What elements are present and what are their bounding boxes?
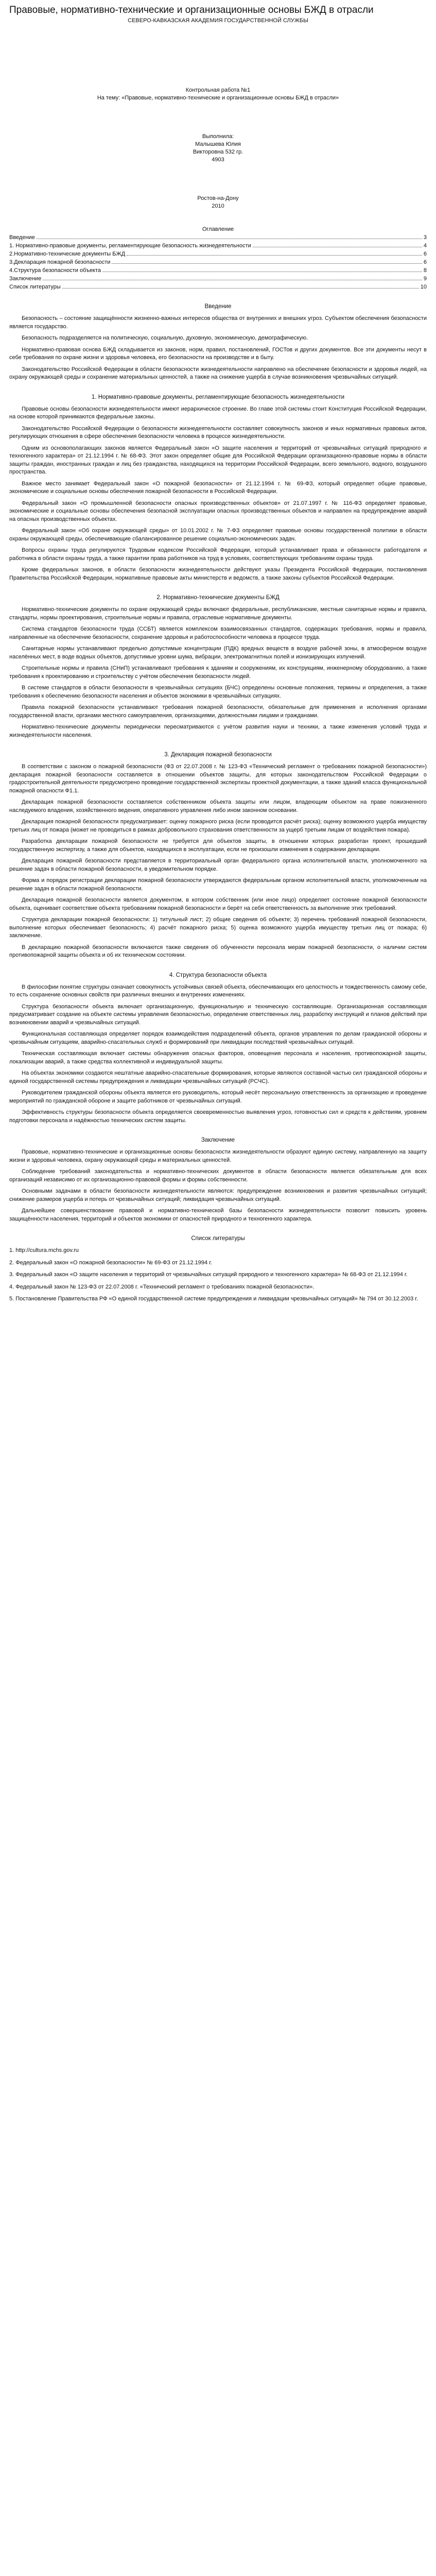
toc-item xyxy=(9,283,427,291)
toc-item-page: 6 xyxy=(423,259,427,265)
section-paragraph: Законодательство Российской Федерации в области безопасности жизнедеятельности направлено на обеспечение безопасности и здоровья людей, на охрану окружающей среды и сохранение материальных ценностей, а также на снижение ущерба в случае возникновения чрезвычайных ситуаций. xyxy=(9,366,427,380)
student-group: Викторовна 532 гр. xyxy=(193,149,243,155)
section-heading: 3. Декларация пожарной безопасности xyxy=(164,752,272,758)
section-paragraph: Эффективность структуры безопасности объекта определяется своевременностью выявления угроз, готовностью сил и средств к действиям, уровнем подготовки персонала и надёжностью технических систем защиты. xyxy=(9,1109,427,1124)
section-paragraph: Нормативно-технические документы периодически пересматриваются с учётом развития науки и техники, а также изменения условий труда и жизнедеятельности населения. xyxy=(9,724,427,738)
section-paragraph: Федеральный закон «О промышленной безопасности опасных производственных объектов» от 21.07.1997 г. № 116-ФЗ определяет правовые, экономические и социальные основы обеспечения безопасной эксплуатации опасных производственных объектов и направлен на предупреждение аварий на опасных производственных объектах. xyxy=(9,500,427,522)
section-paragraph: Правовые основы безопасности жизнедеятельности имеют иерархическое строение. Во главе этой системы стоит Конституция Российской Федерации, на основе которой принимаются федеральные законы. xyxy=(9,405,427,420)
institution-name: СЕВЕРО-КАВКАЗСКАЯ АКАДЕМИЯ ГОСУДАРСТВЕННОЙ СЛУЖБЫ xyxy=(128,18,308,24)
toc-item xyxy=(9,250,427,258)
toc-item-title: Заключение xyxy=(9,276,42,282)
section-paragraph: Важное место занимает Федеральный закон «О пожарной безопасности» от 21.12.1994 г. № 69-ФЗ, который определяет общие правовые, экономические и социальные основы обеспечения пожарной безопасности в Российской Федерации. xyxy=(9,480,427,495)
reference-item: 2. Федеральный закон «О пожарной безопасности» № 69-ФЗ от 21.12.1994 г. xyxy=(9,1259,212,1266)
section-paragraph: Нормативно-технические документы по охране окружающей среды включают федеральные, республиканские, местные санитарные нормы и правила, стандарты, нормы проектирования, строительные нормы и правила, отраслевые нормативные документы. xyxy=(9,606,427,621)
references-heading: Список литературы xyxy=(191,1235,245,1242)
section-paragraph: Декларация пожарной безопасности предусматривает: оценку пожарного риска (если проводится расчёт риска); оценку возможного ущерба имуществу третьих лиц от пожара (может не проводиться в рамках добровольного страхования ответственности за ущерб третьим лицам от воздействия пожара). xyxy=(9,819,427,833)
section-paragraph: В системе стандартов в области безопасности в чрезвычайных ситуациях (БЧС) определены основные положения, термины и определения, а также требования к обеспечению безопасности населения и объектов экономики в чрезвычайных ситуациях. xyxy=(9,685,427,699)
section-paragraph: Декларация пожарной безопасности является документом, в котором собственник (или иное лицо) определяет состояние пожарной безопасности объекта, оценивает соответствие объекта требованиям пожарной безопасности и берёт на себя ответственность за выполнение этих требований. xyxy=(9,897,427,911)
cover-city-block xyxy=(9,195,427,210)
student-code: 4903 xyxy=(212,157,224,163)
student-name: Малышева Юлия xyxy=(195,141,241,147)
document-section xyxy=(9,594,427,739)
section-paragraph: Функциональная составляющая определяет порядок взаимодействия подразделений объекта, органов управления по делам гражданской обороны и чрезвычайным ситуациям, аварийно-спасательных служб и формирований при ликвидации последствий чрезвычайных ситуаций. xyxy=(9,1031,427,1045)
toc-item xyxy=(9,233,427,242)
section-heading: Введение xyxy=(204,303,232,310)
section-heading: 1. Нормативно-правовые документы, регламентирующие безопасность жизнедеятельности xyxy=(91,394,345,400)
section-paragraph: Правовые, нормативно-технические и организационные основы безопасности жизнедеятельности образуют единую систему, направленную на защиту жизни и здоровья человека, охрану окружающей среды и материальных ценностей. xyxy=(9,1149,427,1163)
toc-item-title: 3.Декларация пожарной безопасности xyxy=(9,259,111,265)
toc-leader-dots xyxy=(112,263,422,264)
reference-item: 1. http://cultura.mchs.gov.ru xyxy=(9,1247,79,1253)
section-paragraph: Форма и порядок регистрации декларации пожарной безопасности утверждаются федеральным органом исполнительной власти, уполномоченным на решение задач в области пожарной безопасности. xyxy=(9,877,427,892)
reference-item: 3. Федеральный закон «О защите населения и территорий от чрезвычайных ситуаций природного и техногенного характера» № 68-ФЗ от 21.12.1994 г. xyxy=(9,1272,408,1278)
section-paragraph: Техническая составляющая включает системы обнаружения опасных факторов, оповещения персонала и населения, противопожарной защиты, локализации аварий, а также средства коллективной и индивидуальной защиты. xyxy=(9,1050,427,1065)
section-paragraph: Декларация пожарной безопасности представляется в территориальный орган федерального органа исполнительной власти, уполномоченного на решение задач в области пожарной безопасности, в уведомительном порядке. xyxy=(9,858,427,872)
section-paragraph: Декларация пожарной безопасности составляется собственником объекта защиты или лицом, владеющим объектом на праве пожизненного наследуемого владения, хозяйственного ведения, оперативного управления либо ином законном основании. xyxy=(9,799,427,814)
section-heading: Заключение xyxy=(201,1137,235,1143)
toc-leader-dots xyxy=(62,288,419,289)
section-paragraph: Строительные нормы и правила (СНиП) устанавливают требования к зданиям и сооружениям, их конструкциям, инженерному оборудованию, а также требования к проектированию и строительству с учётом обеспечения безопасности людей. xyxy=(9,665,427,680)
section-paragraph: Структура безопасности объекта включает организационную, функциональную и техническую составляющие. Организационная составляющая предусматривает создание на объекте системы управления безопасностью, определение ответственных лиц, разработку инструкций и планов действий при возникновении аварий и чрезвычайных ситуаций. xyxy=(9,1003,427,1026)
section-paragraph: В декларацию пожарной безопасности включаются также сведения об обученности персонала мерам пожарной безопасности, о наличии систем противопожарной защиты объекта и об их техническом состоянии. xyxy=(9,944,427,958)
toc-item-title: 2.Нормативно-технические документы БЖД xyxy=(9,251,126,257)
year: 2010 xyxy=(212,203,224,209)
document-section xyxy=(9,751,427,960)
section-paragraph: В соответствии с законом о пожарной безопасности (ФЗ от 22.07.2008 г. № 123-ФЗ «Технический регламент о требованиях пожарной безопасности») декларация пожарной безопасности составляется в отношении объектов защиты, для которых законодательством Российской Федерации о градостроительной деятельности предусмотрено проведение государственной экспертизы проектной документации, а также зданий класса функциональной пожарной опасности Ф1.1. xyxy=(9,764,427,794)
work-topic: На тему: «Правовые, нормативно-технические и организационные основы БЖД в отрасли» xyxy=(97,95,339,101)
table-of-contents xyxy=(9,226,427,291)
document-body xyxy=(9,302,427,1223)
toc-leader-dots xyxy=(127,255,422,256)
document-section xyxy=(9,971,427,1125)
references-list xyxy=(9,1247,427,1303)
reference-item: 4. Федеральный закон № 123-ФЗ от 22.07.2008 г. «Технический регламент о требованиях пожарной безопасности». xyxy=(9,1283,315,1290)
section-paragraph: Структура декларации пожарной безопасности: 1) титульный лист; 2) общие сведения об объекте; 3) перечень требований пожарной безопасности, выполнение которых обеспечивает безопасность; 4) расчёт пожарного риска; 5) оценка возможного ущерба имуществу третьих лиц от пожара; 6) заключение. xyxy=(9,917,427,939)
section-heading: 4. Структура безопасности объекта xyxy=(169,972,267,978)
cover-performer-block xyxy=(9,133,427,164)
toc-item xyxy=(9,242,427,250)
section-paragraph: Кроме федеральных законов, в области безопасности жизнедеятельности действуют указы Президента Российской Федерации, постановления Правительства Российской Федерации, нормативные правовые акты министерств и ведомств, а также законы субъектов Российской Федерации. xyxy=(9,567,427,581)
section-paragraph: Руководителем гражданской обороны объекта является его руководитель, который несёт персональную ответственность за организацию и проведение мероприятий по гражданской обороне и защите работников от чрезвычайных ситуаций. xyxy=(9,1090,427,1104)
section-paragraph: Законодательство Российской Федерации о безопасности жизнедеятельности составляет совокупность законов и иных нормативных правовых актов, регулирующих отношения в сфере обеспечения безопасности человека в процессе жизнедеятельности. xyxy=(9,425,427,439)
toc-item-title: Список литературы xyxy=(9,284,61,290)
toc-list xyxy=(9,233,427,291)
section-paragraph: Разработка декларации пожарной безопасности не требуется для объектов защиты, в отношении которых разработан проект, прошедший государственную экспертизу, а также для объектов, находящихся в эксплуатации, если не произошли изменения в содержании декларации. xyxy=(9,838,427,853)
toc-item-page: 10 xyxy=(420,284,427,290)
section-paragraph: Вопросы охраны труда регулируются Трудовым кодексом Российской Федерации, который устанавливает права и обязанности работодателя и работника в области охраны труда, а также гарантии права работников на труд в условиях, соответствующих требованиям охраны труда. xyxy=(9,547,427,562)
cover-work-block xyxy=(9,87,427,102)
toc-item-page: 4 xyxy=(423,243,427,249)
references-section xyxy=(9,1234,427,1303)
toc-item-title: Введение xyxy=(9,234,35,241)
toc-item-title: 1. Нормативно-правовые документы, регламентирующие безопасность жизнедеятельности xyxy=(9,243,251,249)
section-paragraph: Правила пожарной безопасности устанавливают требования пожарной безопасности, обязательные для применения и исполнения органами государственной власти, органами местного самоуправления, организациями, должностными лицами и гражданами. xyxy=(9,704,427,719)
section-paragraph: Система стандартов безопасности труда (ССБТ) является комплексом взаимосвязанных стандартов, содержащих требования, нормы и правила, направленные на обеспечение безопасности, сохранение здоровья и работоспособности человека в процессе труда. xyxy=(9,626,427,640)
toc-item-page: 9 xyxy=(423,276,427,282)
document-section xyxy=(9,302,427,382)
document-title: Правовые, нормативно-технические и организационные основы БЖД в отрасли xyxy=(9,5,374,15)
reference-item: 5. Постановление Правительства РФ «О единой государственной системе предупреждения и ликвидации чрезвычайных ситуаций» № 794 от 30.12.2003 г. xyxy=(9,1296,418,1302)
section-paragraph: Соблюдение требований законодательства и нормативно-технических документов в области безопасности является обязательным для всех организаций независимо от их организационно-правовой формы и формы собственности. xyxy=(9,1168,427,1183)
toc-item xyxy=(9,266,427,275)
section-paragraph: Одним из основополагающих законов является Федеральный закон «О защите населения и территорий от чрезвычайных ситуаций природного и техногенного характера» от 21.12.1994 г. № 68-ФЗ. Этот закон определяет общие для Российской Федерации организационно-правовые нормы в области защиты граждан, иностранных граждан и лиц без гражданства, находящихся на территории Российской Федерации, всего земельного, водного, воздушного пространства. xyxy=(9,445,427,475)
section-paragraph: Федеральный закон «Об охране окружающей среды» от 10.01.2002 г. № 7-ФЗ определяет правовые основы государственной политики в области охраны окружающей среды, обеспечивающие сбалансированное решение социально-экономических задач. xyxy=(9,528,427,542)
section-paragraph: Санитарные нормы устанавливают предельно допустимые концентрации (ПДК) вредных веществ в воздухе рабочей зоны, в атмосферном воздухе населённых мест, в воде водных объектов, допустимые уровни шума, вибрации, электромагнитных полей и ионизирующих излучений. xyxy=(9,646,427,660)
work-type: Контрольная работа №1 xyxy=(185,87,251,93)
section-paragraph: Нормативно-правовая основа БЖД складывается из законов, норм, правил, постановлений, ГОСТов и других документов. Все эти документы несут в себе требования по охране жизни и здоровья человека, его безопасности на производстве и в быту. xyxy=(9,346,427,361)
section-heading: 2. Нормативно-технические документы БЖД xyxy=(156,595,280,601)
toc-item-page: 6 xyxy=(423,251,427,257)
cover-page xyxy=(9,17,427,210)
toc-item-page: 3 xyxy=(423,234,427,241)
section-paragraph: На объектах экономики создаются нештатные аварийно-спасательные формирования, которые являются составной частью сил гражданской обороны и единой государственной системы предупреждения и ликвидации чрезвычайных ситуаций (РСЧС). xyxy=(9,1070,427,1084)
document-section xyxy=(9,393,427,583)
section-paragraph: Дальнейшее совершенствование правовой и нормативно-технической базы безопасности жизнедеятельности позволит повысить уровень защищённости населения, территорий и объектов экономики от опасностей природного и техногенного характера. xyxy=(9,1208,427,1222)
performer-label: Выполнила: xyxy=(202,133,234,140)
section-paragraph: Безопасность – состояние защищённости жизненно-важных интересов общества от внутренних и внешних угроз. Субъектом обеспечения безопасности является государство. xyxy=(9,315,427,330)
city: Ростов-на-Дону xyxy=(197,195,239,201)
toc-item-title: 4.Структура безопасности объекта xyxy=(9,267,101,274)
section-paragraph: Безопасность подразделяется на политическую, социальную, духовную, экономическую, демографическую. xyxy=(22,335,308,341)
toc-heading: Оглавление xyxy=(202,226,234,232)
toc-item-page: 8 xyxy=(423,267,427,274)
section-paragraph: В философии понятие структуры означает совокупность устойчивых связей объекта, обеспечивающих его целостность и тождественность самому себе, то есть сохранение основных свойств при различных внешних и внутренних изменениях. xyxy=(9,984,427,998)
section-paragraph: Основными задачами в области безопасности жизнедеятельности являются: предупреждение возникновения и развития чрезвычайных ситуаций; снижение размеров ущерба и потерь от чрезвычайных ситуаций; ликвидация чрезвычайных ситуаций. xyxy=(9,1188,427,1202)
toc-item xyxy=(9,275,427,283)
toc-item xyxy=(9,258,427,266)
document-section xyxy=(9,1136,427,1223)
